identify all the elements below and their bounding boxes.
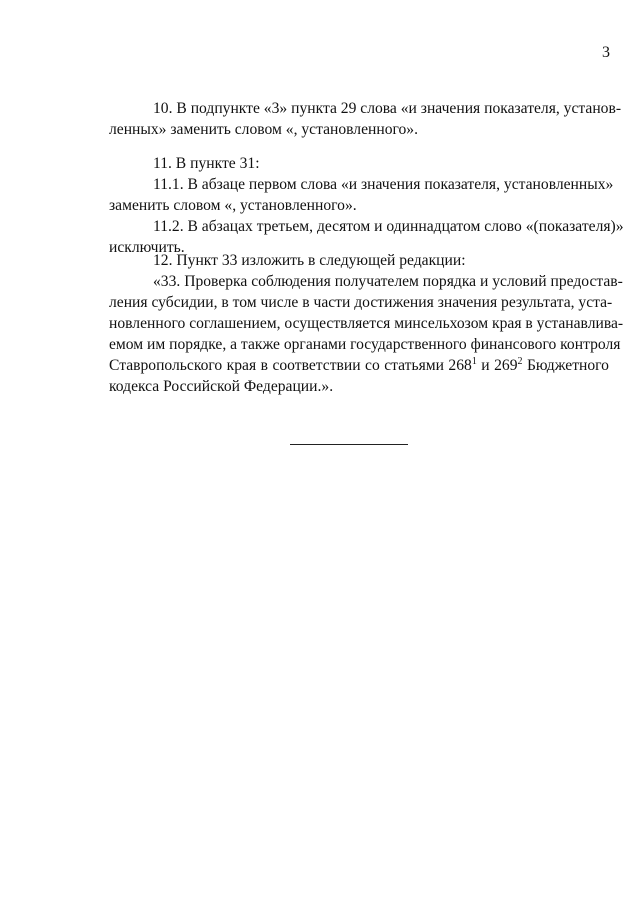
item-10-line-2: ленных» заменить словом «, установленного». <box>109 121 418 138</box>
item-11-2-line-2: исключить. <box>109 239 185 256</box>
item-12-quote-line-6: кодекса Российской Федерации.». <box>109 378 334 395</box>
item-12-quote-line-3: новленного соглашением, осуществляется минсельхозом края в устанавлива- <box>109 315 624 332</box>
item-11-1-line-1: 11.1. В абзаце первом слова «и значения показателя, установленных» <box>153 176 614 193</box>
item-12-quote-line-5 <box>109 355 609 376</box>
article-ref-conjunction: и 269 <box>476 357 518 374</box>
article-268-superscript: 1 <box>471 356 477 367</box>
page-number: 3 <box>602 44 610 61</box>
article-ref-text: Ставропольского края в соответствии со статьями 268 <box>109 357 472 374</box>
item-12-heading: 12. Пункт 33 изложить в следующей редакции: <box>153 252 466 269</box>
item-12-quote-line-1: «33. Проверка соблюдения получателем порядка и условий предостав- <box>153 273 623 290</box>
item-12 <box>109 250 624 397</box>
item-10 <box>109 98 622 140</box>
item-10-line-1: 10. В подпункте «3» пункта 29 слова «и значения показателя, установ- <box>153 100 622 117</box>
article-ref-tail: Бюджетного <box>522 357 609 374</box>
item-11-heading: 11. В пункте 31: <box>153 155 260 172</box>
item-11 <box>109 153 624 258</box>
item-11-2-line-1: 11.2. В абзацах третьем, десятом и одиннадцатом слово «(показателя)» <box>153 218 624 235</box>
article-269-superscript: 2 <box>517 356 523 367</box>
end-divider-line <box>290 444 408 445</box>
item-11-1-line-2: заменить словом «, установленного». <box>109 197 357 214</box>
item-12-quote-line-4: емом им порядке, а также органами государственного финансового контроля <box>109 336 621 353</box>
item-12-quote-line-2: ления субсидии, в том числе в части достижения значения результата, уста- <box>109 294 613 311</box>
